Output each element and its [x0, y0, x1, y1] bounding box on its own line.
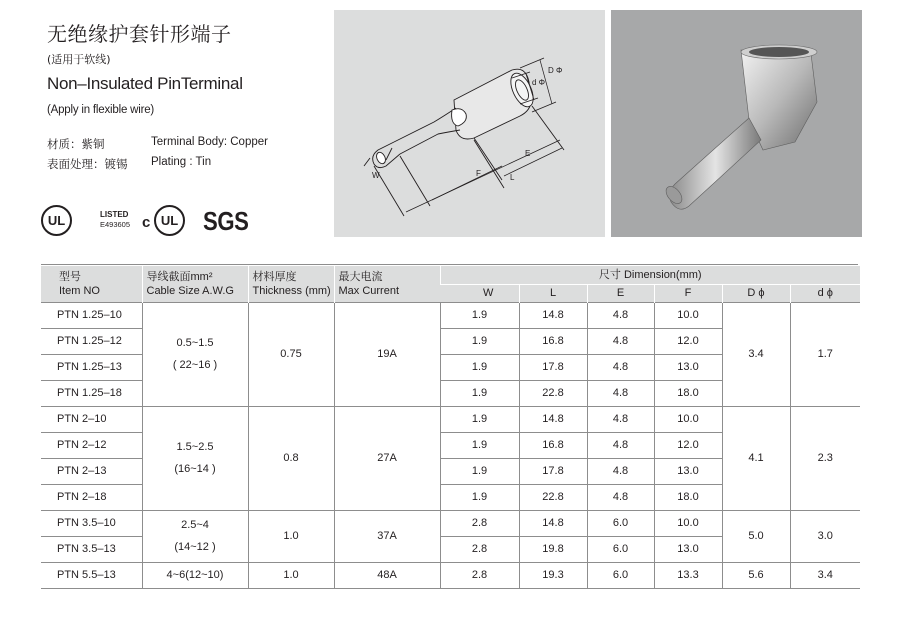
- dim-header-5: d ϕ: [790, 284, 860, 302]
- table-row: [41, 302, 860, 328]
- col-header-cable: [142, 266, 248, 302]
- cell-l: 14.8: [519, 406, 587, 432]
- cell-w: 1.9: [440, 432, 519, 458]
- dim-header-3: F: [654, 284, 722, 302]
- page-title-cn: 无绝缘护套针形端子: [47, 22, 232, 46]
- cell-cable-size: [142, 302, 248, 406]
- cell-w: 2.8: [440, 536, 519, 562]
- header-model-en: Item NO: [59, 284, 100, 297]
- cell-f: 13.0: [654, 536, 722, 562]
- cell-w: 1.9: [440, 484, 519, 510]
- cable-size-mm2: 1.5~2.5: [176, 441, 214, 453]
- cell-w: 1.9: [440, 328, 519, 354]
- cable-size-mm2: 0.5~1.5: [176, 337, 214, 349]
- dim-header-1: L: [519, 284, 587, 302]
- col-header-item: [41, 266, 142, 302]
- cell-e: 6.0: [587, 562, 654, 588]
- pin-terminal-diagram: [334, 10, 605, 237]
- cell-f: 10.0: [654, 510, 722, 536]
- dim-label-d: d Φ: [532, 78, 546, 87]
- cell-w: 2.8: [440, 562, 519, 588]
- cell-d: 3.4: [790, 562, 860, 588]
- cell-cable-size: [142, 562, 248, 588]
- cell-e: 4.8: [587, 302, 654, 328]
- cell-D: 5.6: [722, 562, 790, 588]
- cell-w: 2.8: [440, 510, 519, 536]
- dim-header-4: D ϕ: [722, 284, 790, 302]
- cell-l: 14.8: [519, 510, 587, 536]
- ul-logo-text: UL: [47, 213, 66, 228]
- plating-label-cn: 表面处理：镀锡: [47, 159, 128, 171]
- c-ul-mark: c: [142, 214, 151, 231]
- cell-f: 13.0: [654, 354, 722, 380]
- cell-e: 4.8: [587, 380, 654, 406]
- cell-thickness: 1.0: [248, 562, 334, 588]
- cell-f: 12.0: [654, 432, 722, 458]
- cell-f: 18.0: [654, 484, 722, 510]
- cell-thickness: 0.8: [248, 406, 334, 510]
- dim-label-L: L: [510, 173, 515, 182]
- cell-w: 1.9: [440, 458, 519, 484]
- dim-label-W: W: [372, 171, 380, 180]
- listed-number: E493605: [100, 220, 131, 229]
- cell-f: 13.3: [654, 562, 722, 588]
- cell-current: 37A: [334, 510, 440, 562]
- cable-size-mm2: 2.5~4: [181, 519, 209, 531]
- subtitle-cn: (适用于软线): [47, 53, 111, 66]
- cell-e: 4.8: [587, 432, 654, 458]
- cell-e: 6.0: [587, 536, 654, 562]
- sgs-logo: SGS: [203, 206, 249, 236]
- cell-d: 1.7: [790, 302, 860, 406]
- ul-logo: [41, 205, 72, 236]
- table-row: [41, 406, 860, 432]
- col-header-thickness: [248, 266, 334, 302]
- cul-logo: [154, 205, 185, 236]
- cell-w: 1.9: [440, 302, 519, 328]
- cell-f: 13.0: [654, 458, 722, 484]
- cell-w: 1.9: [440, 406, 519, 432]
- spec-table: [41, 266, 860, 589]
- cable-size-awg: (14~12 ): [174, 541, 216, 553]
- header-current-en: Max Current: [338, 284, 400, 297]
- material-label-cn: 材质：紫铜: [47, 139, 105, 151]
- cell-d: 3.0: [790, 510, 860, 562]
- table-row: [41, 562, 860, 588]
- subtitle-en: (Apply in flexible wire): [47, 104, 155, 116]
- cell-f: 12.0: [654, 328, 722, 354]
- cell-f: 10.0: [654, 302, 722, 328]
- cell-e: 4.8: [587, 484, 654, 510]
- cell-current: 19A: [334, 302, 440, 406]
- col-header-current: [334, 266, 440, 302]
- cell-l: 19.8: [519, 536, 587, 562]
- listed-label: LISTED: [100, 210, 129, 219]
- header-thick-cn: 材料厚度: [252, 270, 297, 283]
- cell-item: PTN 1.25–18: [41, 380, 142, 406]
- cell-l: 17.8: [519, 354, 587, 380]
- cell-thickness: 0.75: [248, 302, 334, 406]
- col-header-dimension: 尺寸 Dimension(mm): [440, 266, 860, 284]
- dim-header-2: E: [587, 284, 654, 302]
- cell-d: 2.3: [790, 406, 860, 510]
- material-label-en: Terminal Body: Copper: [151, 136, 268, 148]
- cell-f: 10.0: [654, 406, 722, 432]
- cell-item: PTN 2–13: [41, 458, 142, 484]
- cell-l: 22.8: [519, 380, 587, 406]
- cul-logo-text: UL: [160, 213, 179, 228]
- cell-e: 6.0: [587, 510, 654, 536]
- dim-header-0: W: [440, 284, 519, 302]
- cell-current: 48A: [334, 562, 440, 588]
- cell-D: 3.4: [722, 302, 790, 406]
- cable-size-mm2: 4~6(12~10): [166, 569, 224, 581]
- cell-l: 17.8: [519, 458, 587, 484]
- cell-item: PTN 1.25–13: [41, 354, 142, 380]
- cell-l: 16.8: [519, 432, 587, 458]
- cell-item: PTN 5.5–13: [41, 562, 142, 588]
- page-title-en: Non–Insulated PinTerminal: [47, 74, 243, 93]
- cell-item: PTN 2–18: [41, 484, 142, 510]
- plating-label-en: Plating : Tin: [151, 156, 212, 168]
- cell-e: 4.8: [587, 458, 654, 484]
- dim-label-F: F: [476, 169, 481, 178]
- cell-w: 1.9: [440, 380, 519, 406]
- dim-label-D: D Φ: [548, 66, 563, 75]
- cell-e: 4.8: [587, 354, 654, 380]
- table-row: [41, 510, 860, 536]
- header-thick-en: Thickness (mm): [252, 284, 331, 297]
- cell-D: 5.0: [722, 510, 790, 562]
- cable-size-awg: ( 22~16 ): [172, 359, 218, 371]
- technical-drawing: [334, 10, 605, 237]
- cell-cable-size: [142, 406, 248, 510]
- cell-thickness: 1.0: [248, 510, 334, 562]
- cell-D: 4.1: [722, 406, 790, 510]
- cell-current: 27A: [334, 406, 440, 510]
- cell-cable-size: [142, 510, 248, 562]
- cell-l: 14.8: [519, 302, 587, 328]
- table-body: [41, 302, 860, 588]
- cell-l: 19.3: [519, 562, 587, 588]
- dim-label-E: E: [525, 149, 531, 158]
- cell-w: 1.9: [440, 354, 519, 380]
- header-cable-cn: 导线截面mm²: [146, 270, 213, 283]
- product-photo: [611, 10, 862, 237]
- table-top-rule: [41, 264, 858, 265]
- cell-e: 4.8: [587, 328, 654, 354]
- cell-e: 4.8: [587, 406, 654, 432]
- header-current-cn: 最大电流: [338, 270, 383, 283]
- cable-size-awg: (16~14 ): [174, 463, 216, 475]
- cell-item: PTN 2–12: [41, 432, 142, 458]
- header-cable-en: Cable Size A.W.G: [146, 284, 234, 297]
- cell-item: PTN 1.25–10: [41, 302, 142, 328]
- header-model-cn: 型号: [59, 270, 81, 283]
- cell-item: PTN 1.25–12: [41, 328, 142, 354]
- cell-item: PTN 3.5–10: [41, 510, 142, 536]
- cell-f: 18.0: [654, 380, 722, 406]
- cell-l: 16.8: [519, 328, 587, 354]
- pin-terminal-image: [611, 10, 862, 237]
- cell-item: PTN 3.5–13: [41, 536, 142, 562]
- cell-item: PTN 2–10: [41, 406, 142, 432]
- cell-l: 22.8: [519, 484, 587, 510]
